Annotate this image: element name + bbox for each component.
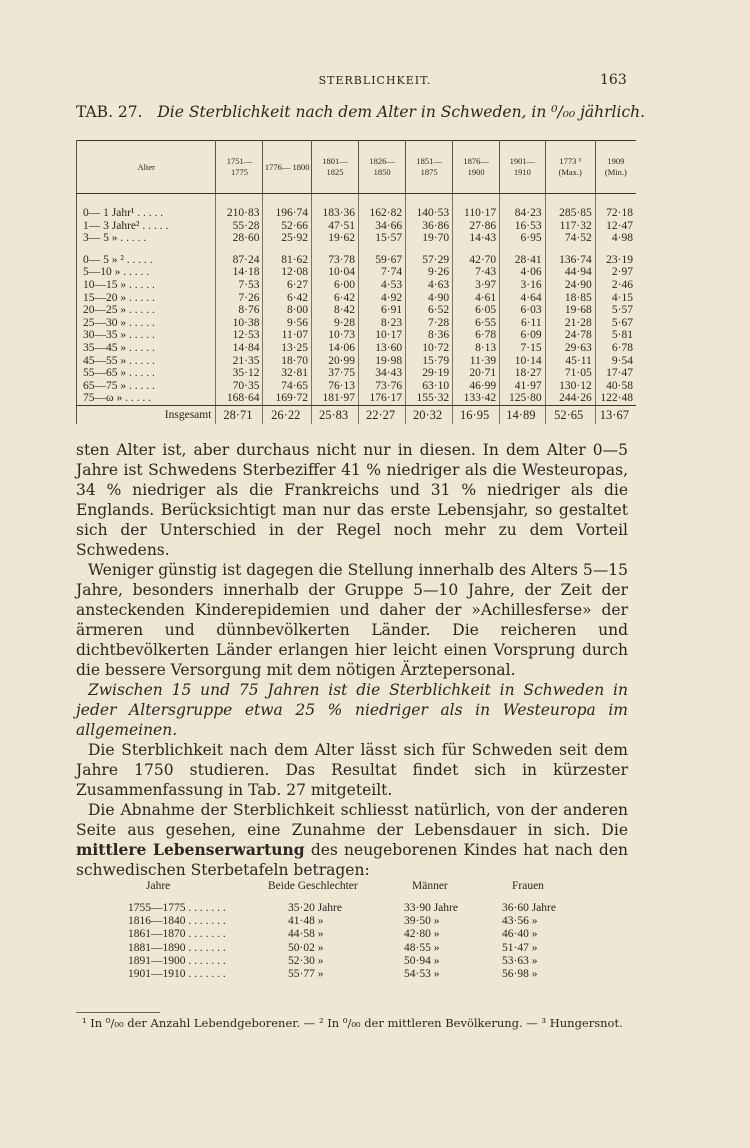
table-cell: 28·41 <box>500 245 545 267</box>
table-cell: 74·65 <box>263 380 312 393</box>
table-cell: 10·38 <box>216 317 263 330</box>
table-cell: 5·81 <box>595 329 636 342</box>
footnote: ¹ In ⁰/₀₀ der Anzahl Lebendgeborener. — ² In ⁰/₀₀ der mittleren Bevölkerung. — ³ Hungersnot. <box>82 1016 623 1030</box>
table-row <box>77 329 637 342</box>
table-cell: 12·53 <box>216 329 263 342</box>
table-cell: 8·13 <box>453 342 500 355</box>
table-cell: 4·15 <box>595 292 636 305</box>
column-header: 1909 (Min.) <box>595 141 636 194</box>
table-cell: 4·92 <box>359 292 406 305</box>
life-value: 33·90 Jahre <box>404 902 458 914</box>
table-cell: 9·54 <box>595 355 636 368</box>
life-value: 50·02 » <box>288 941 324 954</box>
table-cell: 42·70 <box>453 245 500 267</box>
total-cell: 28·71 <box>216 405 263 423</box>
row-label: 25—30 » . . . . . <box>77 317 216 330</box>
life-period: 1891—1900 . . . . . . . <box>128 954 226 967</box>
table-cell: 14·84 <box>216 342 263 355</box>
life-period: 1816—1840 . . . . . . . <box>128 915 226 928</box>
table-cell: 6·09 <box>500 329 545 342</box>
total-cell: 20·32 <box>406 405 453 423</box>
table-cell: 4·61 <box>453 292 500 305</box>
paragraph: Weniger günstig ist dagegen die Stellung innerhalb des Alters 5—15 Jahre, besonders innerhalb der Gruppe 5—10 Jahre, der Zeit der ansteckenden Kinderepidemien und daher der »Achillesferse» der ärmeren und dünnbevölkerten Länder. Die reicheren und dichtbevölkerten Länder erlangen hier leicht einen Vorsprung durch die bessere Versorgung mit dem nötigen Ärztepersonal. <box>76 561 628 679</box>
table-cell: 74·52 <box>545 232 595 245</box>
column-header: 1851— 1875 <box>406 141 453 194</box>
table-cell: 81·62 <box>263 245 312 267</box>
table-cell: 34·66 <box>359 220 406 233</box>
table-cell: 10·73 <box>312 329 359 342</box>
table-cell: 7·15 <box>500 342 545 355</box>
table-cell: 32·81 <box>263 367 312 380</box>
table-cell: 8·36 <box>406 329 453 342</box>
table-cell: 44·94 <box>545 266 595 279</box>
table-cell: 19·70 <box>406 232 453 245</box>
table-cell: 6·91 <box>359 304 406 317</box>
paragraph-part: Die Abnahme der Sterblichkeit schliesst natürlich, von der anderen Seite aus gesehen, eine Zunahme der Lebensdauer in sich. Die <box>76 801 628 839</box>
table-cell: 45·11 <box>545 355 595 368</box>
table-cell: 140·53 <box>406 194 453 220</box>
table-cell: 6·27 <box>263 279 312 292</box>
table-cell: 17·47 <box>595 367 636 380</box>
row-label: 20—25 » . . . . . <box>77 304 216 317</box>
paragraph-italic: Zwischen 15 und 75 Jahren ist die Sterblichkeit in Schweden in jeder Altersgruppe etwa 25 % niedriger als in Westeuropa im allgemeinen. <box>76 681 628 739</box>
table-group-age <box>77 245 637 406</box>
paragraph: sten Alter ist, aber durchaus nicht nur in diesen. In dem Alter 0—5 Jahre ist Schwedens Sterbeziffer 41 % niedriger als die Westeuropas, 34 % niedriger als die Frankreichs und 31 % niedriger als die Englands. Berücksichtigt man nur das erste Lebensjahr, so gestaltet sich der Unterschied in der Regel noch mehr zu dem Vorteil Schwedens. <box>76 441 628 559</box>
table-cell: 15·57 <box>359 232 406 245</box>
table-cell: 125·80 <box>500 392 545 405</box>
table-row <box>77 342 637 355</box>
table-group-infant <box>77 194 637 245</box>
table-cell: 72·18 <box>595 194 636 220</box>
table-header-row <box>77 141 637 194</box>
life-value: 46·40 » <box>502 928 538 941</box>
table-cell: 37·75 <box>312 367 359 380</box>
table-cell: 244·26 <box>545 392 595 405</box>
life-value: 48·55 » <box>404 941 440 954</box>
total-cell: 26·22 <box>263 405 312 423</box>
table-cell: 24·78 <box>545 329 595 342</box>
table-row <box>77 304 637 317</box>
bold-term: mittlere Lebenserwartung <box>76 840 305 859</box>
mortality-table <box>76 140 636 424</box>
table-cell: 73·76 <box>359 380 406 393</box>
table-cell: 183·36 <box>312 194 359 220</box>
table-cell: 47·51 <box>312 220 359 233</box>
table-cell: 35·12 <box>216 367 263 380</box>
life-value: 54·53 » <box>404 968 440 980</box>
table-cell: 5·57 <box>595 304 636 317</box>
table-cell: 14·18 <box>216 266 263 279</box>
table-cell: 6·11 <box>500 317 545 330</box>
table-cell: 110·17 <box>453 194 500 220</box>
table-row <box>77 317 637 330</box>
table-cell: 71·05 <box>545 367 595 380</box>
table-cell: 20·71 <box>453 367 500 380</box>
table-cell: 7·43 <box>453 266 500 279</box>
table-row <box>77 194 637 220</box>
table-cell: 19·98 <box>359 355 406 368</box>
table-cell: 2·46 <box>595 279 636 292</box>
table-cell: 10·04 <box>312 266 359 279</box>
life-period: 1861—1870 . . . . . . . <box>128 928 226 941</box>
table-cell: 4·06 <box>500 266 545 279</box>
table-cell: 155·32 <box>406 392 453 405</box>
table-cell: 40·58 <box>595 380 636 393</box>
table-cell: 130·12 <box>545 380 595 393</box>
table-cell: 27·86 <box>453 220 500 233</box>
table-cell: 29·19 <box>406 367 453 380</box>
paragraph-part: des neugeborenen Kindes hat nach den schwedischen Sterbetafeln betragen: <box>76 841 628 879</box>
table-cell: 9·28 <box>312 317 359 330</box>
table-row <box>77 232 637 245</box>
life-value: 51·47 » <box>502 941 538 954</box>
table-cell: 3·97 <box>453 279 500 292</box>
table-row <box>77 367 637 380</box>
table-cell: 210·83 <box>216 194 263 220</box>
table-cell: 162·82 <box>359 194 406 220</box>
footnote-rule <box>76 1012 160 1013</box>
table-cell: 20·99 <box>312 355 359 368</box>
total-cell: 16·95 <box>453 405 500 423</box>
table-cell: 4·98 <box>595 232 636 245</box>
table-cell: 8·00 <box>263 304 312 317</box>
table-row <box>77 266 637 279</box>
table-cell: 5·67 <box>595 317 636 330</box>
life-value: 44·58 » <box>288 928 324 941</box>
table-cell: 9·56 <box>263 317 312 330</box>
total-cell: 52·65 <box>545 405 595 423</box>
total-cell: 13·67 <box>595 405 636 423</box>
life-value: 35·20 Jahre <box>288 902 342 914</box>
table-cell: 6·52 <box>406 304 453 317</box>
table-cell: 10·17 <box>359 329 406 342</box>
life-value: 43·56 » <box>502 915 538 928</box>
life-period: 1901—1910 . . . . . . . <box>128 968 226 980</box>
table-cell: 122·48 <box>595 392 636 405</box>
table-cell: 12·47 <box>595 220 636 233</box>
life-header: Jahre <box>146 880 171 892</box>
life-header: Frauen <box>512 880 544 892</box>
life-value: 50·94 » <box>404 954 440 967</box>
table-cell: 46·99 <box>453 380 500 393</box>
table-row <box>77 245 637 267</box>
life-period: 1755—1775 . . . . . . . <box>128 902 226 914</box>
life-header: Beide Geschlechter <box>268 880 358 892</box>
table-cell: 59·67 <box>359 245 406 267</box>
table-cell: 21·35 <box>216 355 263 368</box>
table-cell: 7·28 <box>406 317 453 330</box>
table-cell: 6·95 <box>500 232 545 245</box>
column-header: 1773 ³ (Max.) <box>545 141 595 194</box>
row-label: 1— 3 Jahre² . . . . . <box>77 220 216 233</box>
table-cell: 28·60 <box>216 232 263 245</box>
table-cell: 181·97 <box>312 392 359 405</box>
life-header: Männer <box>412 880 448 892</box>
table-cell: 16·53 <box>500 220 545 233</box>
table-cell: 8·76 <box>216 304 263 317</box>
paragraph: Die Sterblichkeit nach dem Alter lässt sich für Schweden seit dem Jahre 1750 studieren. Das Resultat findet sich in kürzester Zusammenfassung in Tab. 27 mitgeteilt. <box>76 741 628 799</box>
table-cell: 7·74 <box>359 266 406 279</box>
table-cell: 13·25 <box>263 342 312 355</box>
table-cell: 4·64 <box>500 292 545 305</box>
table-cell: 18·85 <box>545 292 595 305</box>
table-total-row <box>77 405 637 423</box>
column-header: 1826— 1850 <box>359 141 406 194</box>
table-cell: 10·14 <box>500 355 545 368</box>
row-label: 15—20 » . . . . . <box>77 292 216 305</box>
table-cell: 7·53 <box>216 279 263 292</box>
table-row <box>77 292 637 305</box>
life-value: 55·77 » <box>288 968 324 980</box>
caption-title: Die Sterblichkeit nach dem Alter in Schweden, in <box>157 103 547 121</box>
caption-unit: ⁰/₀₀ jährlich. <box>551 103 646 121</box>
table-cell: 41·97 <box>500 380 545 393</box>
table-cell: 15·79 <box>406 355 453 368</box>
table-cell: 18·70 <box>263 355 312 368</box>
row-label: 45—55 » . . . . . <box>77 355 216 368</box>
table-cell: 176·17 <box>359 392 406 405</box>
table-cell: 14·43 <box>453 232 500 245</box>
life-value: 56·98 » <box>502 968 538 980</box>
total-cell: 25·83 <box>312 405 359 423</box>
row-label: 0— 5 » ² . . . . . <box>77 245 216 267</box>
table-cell: 169·72 <box>263 392 312 405</box>
table-cell: 70·35 <box>216 380 263 393</box>
table-cell: 133·42 <box>453 392 500 405</box>
caption-label: TAB. 27. <box>76 103 143 121</box>
table-cell: 13·60 <box>359 342 406 355</box>
table-cell: 14·06 <box>312 342 359 355</box>
life-value: 39·50 » <box>404 915 440 928</box>
table-cell: 12·08 <box>263 266 312 279</box>
table-cell: 19·62 <box>312 232 359 245</box>
column-header: 1876— 1900 <box>453 141 500 194</box>
life-value: 36·60 Jahre <box>502 902 556 914</box>
column-header: 1801— 1825 <box>312 141 359 194</box>
table-cell: 117·32 <box>545 220 595 233</box>
table-cell: 55·28 <box>216 220 263 233</box>
column-header: 1751— 1775 <box>216 141 263 194</box>
body-text <box>76 440 628 880</box>
table-cell: 34·43 <box>359 367 406 380</box>
total-cell: 22·27 <box>359 405 406 423</box>
row-label: 55—65 » . . . . . <box>77 367 216 380</box>
table-cell: 168·64 <box>216 392 263 405</box>
table-cell: 19·68 <box>545 304 595 317</box>
table-cell: 87·24 <box>216 245 263 267</box>
table-row <box>77 392 637 405</box>
running-title: STERBLICHKEIT. <box>318 74 432 87</box>
row-label: 3— 5 » . . . . . <box>77 232 216 245</box>
table-cell: 36·86 <box>406 220 453 233</box>
table-cell: 6·55 <box>453 317 500 330</box>
row-label: 10—15 » . . . . . <box>77 279 216 292</box>
table-cell: 7·26 <box>216 292 263 305</box>
table-cell: 10·72 <box>406 342 453 355</box>
table-cell: 84·23 <box>500 194 545 220</box>
table-cell: 11·39 <box>453 355 500 368</box>
table-cell: 6·42 <box>312 292 359 305</box>
table-cell: 4·90 <box>406 292 453 305</box>
table-cell: 23·19 <box>595 245 636 267</box>
table-cell: 4·53 <box>359 279 406 292</box>
life-value: 52·30 » <box>288 954 324 967</box>
total-label: Insgesamt <box>77 405 216 423</box>
table-cell: 25·92 <box>263 232 312 245</box>
table-cell: 63·10 <box>406 380 453 393</box>
column-header: 1776— 1800 <box>263 141 312 194</box>
row-label: 30—35 » . . . . . <box>77 329 216 342</box>
row-label: 35—45 » . . . . . <box>77 342 216 355</box>
table-cell: 24·90 <box>545 279 595 292</box>
table-cell: 6·03 <box>500 304 545 317</box>
table-cell: 4·63 <box>406 279 453 292</box>
table-cell: 57·29 <box>406 245 453 267</box>
life-value: 42·80 » <box>404 928 440 941</box>
life-value: 53·63 » <box>502 954 538 967</box>
table-cell: 8·42 <box>312 304 359 317</box>
table-cell: 52·66 <box>263 220 312 233</box>
row-label: 65—75 » . . . . . <box>77 380 216 393</box>
table-cell: 3·16 <box>500 279 545 292</box>
table-cell: 73·78 <box>312 245 359 267</box>
life-period: 1881—1890 . . . . . . . <box>128 941 226 954</box>
table-cell: 21·28 <box>545 317 595 330</box>
table-cell: 11·07 <box>263 329 312 342</box>
table-cell: 6·00 <box>312 279 359 292</box>
total-cell: 14·89 <box>500 405 545 423</box>
table-row <box>77 355 637 368</box>
table-cell: 285·85 <box>545 194 595 220</box>
table-cell: 29·63 <box>545 342 595 355</box>
table-cell: 6·42 <box>263 292 312 305</box>
row-label: 0— 1 Jahr¹ . . . . . <box>77 194 216 220</box>
table-row <box>77 380 637 393</box>
table-row <box>77 220 637 233</box>
column-header-age: Alter <box>77 141 216 194</box>
life-value: 41·48 » <box>288 915 324 928</box>
table-cell: 6·78 <box>595 342 636 355</box>
table-cell: 18·27 <box>500 367 545 380</box>
table-cell: 136·74 <box>545 245 595 267</box>
paragraph <box>76 800 628 880</box>
table-cell: 2·97 <box>595 266 636 279</box>
table-cell: 6·05 <box>453 304 500 317</box>
row-label: 5—10 » . . . . . <box>77 266 216 279</box>
column-header: 1901— 1910 <box>500 141 545 194</box>
table-cell: 9·26 <box>406 266 453 279</box>
page-number: 163 <box>600 72 627 88</box>
table-cell: 76·13 <box>312 380 359 393</box>
table-cell: 196·74 <box>263 194 312 220</box>
table-cell: 6·78 <box>453 329 500 342</box>
row-label: 75—ω » . . . . . <box>77 392 216 405</box>
table-row <box>77 279 637 292</box>
table-caption <box>76 103 645 121</box>
table-cell: 8·23 <box>359 317 406 330</box>
